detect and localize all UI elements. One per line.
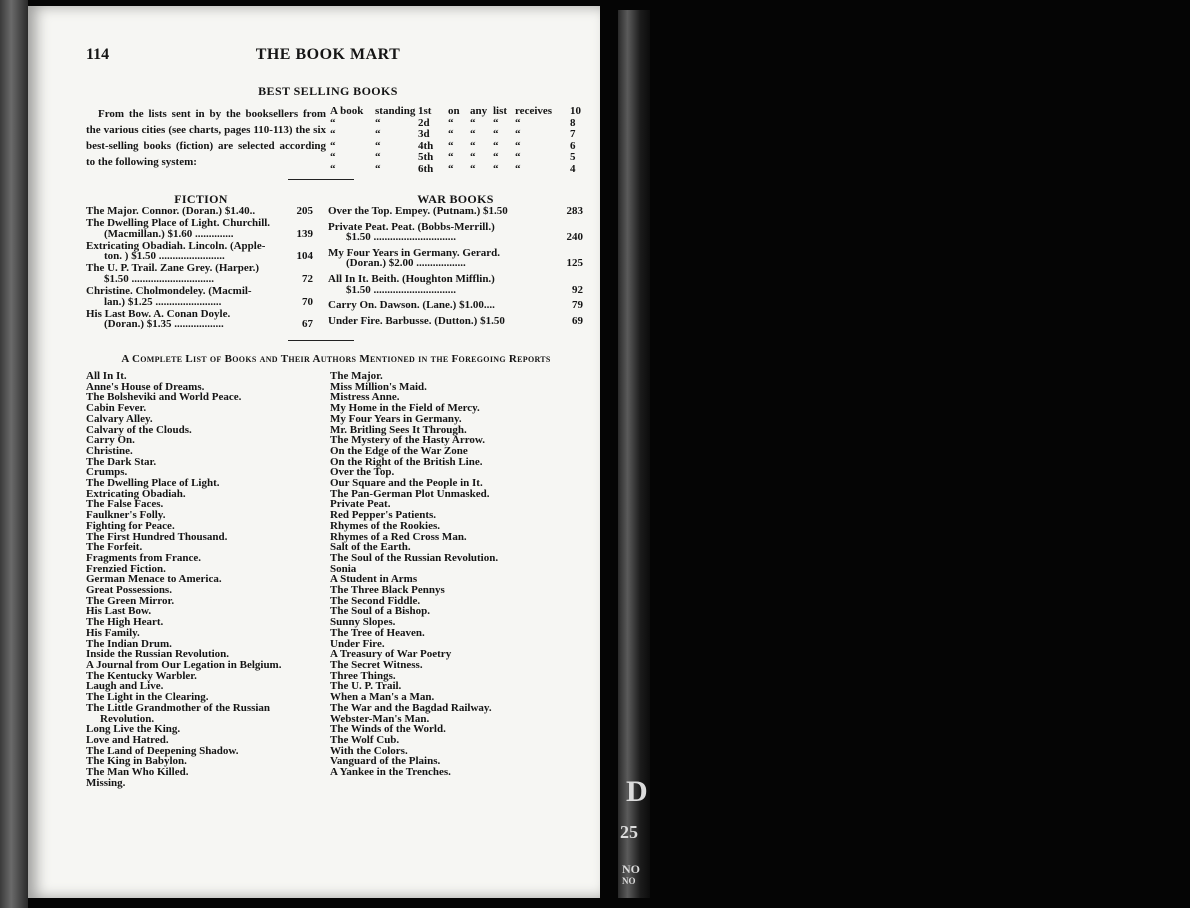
scoring-cell: “	[515, 128, 521, 141]
book-entry	[86, 286, 313, 307]
running-head: THE BOOK MART	[255, 46, 401, 63]
list-item: Mr. Britling Sees It Through.	[330, 423, 467, 436]
scoring-cell: “	[330, 116, 336, 129]
list-item: Laugh and Live.	[86, 680, 164, 693]
list-item: The Bolsheviki and World Peace.	[86, 391, 242, 404]
list-item: My Four Years in Germany.	[330, 412, 462, 425]
book-entry	[328, 248, 583, 269]
list-item: The Major.	[330, 370, 383, 382]
entry-number: 92	[572, 283, 583, 296]
scoring-cell: “	[375, 162, 381, 175]
scoring-row	[330, 164, 585, 176]
scoring-cell: “	[375, 151, 381, 164]
scoring-cell: standing	[375, 105, 416, 117]
book-entry	[328, 316, 583, 327]
entry-number: 67	[302, 318, 313, 331]
entry-number: 139	[296, 227, 313, 240]
list-item: The Man Who Killed.	[86, 766, 189, 779]
list-item: On the Edge of the War Zone	[330, 444, 468, 457]
list-item: Carry On.	[86, 434, 135, 447]
scoring-cell: “	[493, 116, 499, 129]
list-item: The Dark Star.	[86, 455, 157, 468]
list-item: Crumps.	[86, 466, 128, 479]
book-entry	[328, 300, 583, 311]
entry-continuation: $1.50 ..............................	[346, 283, 456, 296]
list-item: The Little Grandmother of the Russian	[86, 701, 271, 714]
scoring-cell: “	[493, 128, 499, 141]
entry-continuation: $1.50 ..............................	[346, 231, 456, 244]
scoring-cell: “	[330, 162, 336, 175]
scoring-cell: any	[470, 105, 488, 117]
entry-number: 104	[296, 250, 313, 263]
scoring-cell: 6th	[418, 162, 434, 175]
scoring-cell: 5th	[418, 151, 434, 164]
scoring-cell: list	[493, 105, 508, 117]
list-item: The Land of Deepening Shadow.	[86, 744, 239, 757]
fiction-list	[86, 206, 313, 330]
list-item: The Green Mirror.	[86, 594, 175, 607]
list-item: The First Hundred Thousand.	[86, 530, 228, 543]
scoring-cell: “	[493, 139, 499, 152]
list-item: The U. P. Trail.	[330, 680, 402, 693]
scoring-cell: “	[470, 128, 476, 141]
scoring-cell: “	[493, 162, 499, 175]
entry-continuation: $1.50 ..............................	[104, 273, 214, 286]
list-item: The High Heart.	[86, 616, 164, 629]
scoring-cell: “	[470, 139, 476, 152]
list-item: Great Possessions.	[86, 584, 172, 597]
edge-number: 25	[620, 822, 638, 842]
list-item: Faulkner's Folly.	[86, 509, 166, 522]
list-item: The False Faces.	[86, 498, 164, 511]
list-item: The Soul of a Bishop.	[330, 605, 430, 618]
scoring-cell: “	[448, 128, 454, 141]
book-list-right	[330, 371, 580, 778]
scoring-cell: “	[515, 139, 521, 152]
list-item: Salt of the Earth.	[330, 541, 411, 554]
book-binding-left	[0, 0, 28, 908]
entry-number: 240	[566, 231, 583, 244]
entry-title: The U. P. Trail. Zane Grey. (Harper.)	[86, 262, 260, 275]
war-books-list	[328, 206, 583, 326]
list-item: A Journal from Our Legation in Belgium.	[86, 658, 282, 671]
scoring-row	[330, 118, 585, 130]
entry-title: The Major. Connor. (Doran.) $1.40..	[86, 205, 256, 217]
list-item: Long Live the King.	[86, 723, 181, 736]
entry-title: My Four Years in Germany. Gerard.	[328, 246, 501, 259]
scoring-row	[330, 141, 585, 153]
entry-continuation: ton. ) $1.50 ........................	[104, 250, 225, 263]
entry-number: 125	[566, 257, 583, 270]
list-item: Sonia	[330, 562, 357, 575]
list-item: The Winds of the World.	[330, 723, 446, 736]
scoring-cell: on	[448, 105, 460, 117]
list-item: My Home in the Field of Mercy.	[330, 402, 480, 415]
book-list-left	[86, 371, 321, 788]
list-item: Under Fire.	[330, 637, 385, 650]
list-item: The Mystery of the Hasty Arrow.	[330, 434, 485, 447]
scoring-cell: “	[375, 116, 381, 129]
scoring-points: 6	[570, 139, 576, 152]
entry-number: 205	[296, 205, 313, 217]
scoring-cell: “	[448, 116, 454, 129]
list-item: Rhymes of a Red Cross Man.	[330, 530, 467, 543]
scoring-row	[330, 129, 585, 141]
scoring-cell: “	[330, 128, 336, 141]
divider-rule	[288, 179, 354, 180]
list-item: Fighting for Peace.	[86, 519, 175, 532]
list-item: Mistress Anne.	[330, 391, 400, 404]
book-entry	[328, 274, 583, 295]
intro-paragraph: From the lists sent in by the booksellers from the various cities (see charts, pages 110-113) the six best-selling books (fiction) are selected according to the following system:	[86, 108, 326, 168]
list-item: The Secret Witness.	[330, 658, 423, 671]
scoring-points: 5	[570, 151, 576, 164]
list-item: The Wolf Cub.	[330, 733, 400, 746]
entry-title: All In It. Beith. (Houghton Mifflin.)	[328, 272, 495, 285]
complete-list-title: A Complete List of Books and Their Authors Mentioned in the Foregoing Reports	[121, 353, 551, 365]
list-item: The Indian Drum.	[86, 637, 172, 650]
entry-number: 79	[572, 299, 583, 312]
list-item: The Forfeit.	[86, 541, 143, 554]
section-title: BEST SELLING BOOKS	[258, 84, 398, 98]
scan-background	[600, 0, 1190, 908]
list-item: The Tree of Heaven.	[330, 626, 425, 639]
scoring-cell: “	[515, 151, 521, 164]
list-item: Love and Hatred.	[86, 733, 169, 746]
scoring-cell: “	[330, 151, 336, 164]
entry-title: Carry On. Dawson. (Lane.) $1.00....	[328, 299, 495, 312]
list-item: Anne's House of Dreams.	[86, 380, 205, 393]
edge-text-no-1: NO	[622, 862, 640, 876]
list-item: Missing.	[86, 776, 126, 789]
entry-number: 70	[302, 295, 313, 308]
book-entry	[86, 263, 313, 284]
scoring-cell: “	[493, 151, 499, 164]
list-item: The War and the Bagdad Railway.	[330, 701, 492, 714]
entry-title: Under Fire. Barbusse. (Dutton.) $1.50	[328, 314, 505, 327]
scoring-row	[330, 106, 585, 118]
scoring-cell: 3d	[418, 128, 430, 141]
list-item: His Family.	[86, 626, 140, 639]
scoring-cell: “	[515, 116, 521, 129]
list-item: Over the Top.	[330, 466, 395, 479]
book-entry	[328, 222, 583, 243]
scoring-cell: “	[375, 139, 381, 152]
scoring-cell: “	[375, 128, 381, 141]
scoring-cell: 1st	[418, 105, 432, 117]
scoring-cell: A book	[330, 105, 364, 117]
list-item: The Light in the Clearing.	[86, 691, 209, 704]
scoring-cell: “	[470, 162, 476, 175]
divider-rule	[288, 340, 354, 341]
list-item: Rhymes of the Rookies.	[330, 519, 440, 532]
list-item: The King in Babylon.	[86, 755, 187, 768]
list-item: Extricating Obadiah.	[86, 487, 186, 500]
page-number: 114	[86, 46, 110, 63]
list-item: Red Pepper's Patients.	[330, 509, 437, 522]
entry-continuation: lan.) $1.25 ........................	[104, 295, 222, 308]
edge-letter-d: D	[626, 775, 648, 808]
list-item: Vanguard of the Plains.	[330, 755, 441, 768]
list-item: On the Right of the British Line.	[330, 455, 483, 468]
list-item: A Treasury of War Poetry	[330, 648, 452, 661]
entry-continuation: (Macmillan.) $1.60 ..............	[104, 227, 234, 240]
list-item: A Yankee in the Trenches.	[330, 766, 451, 779]
list-item: Christine.	[86, 444, 133, 457]
list-item: All In It.	[86, 370, 127, 382]
list-item: Fragments from France.	[86, 551, 201, 564]
list-item: Calvary of the Clouds.	[86, 423, 192, 436]
scoring-points: 7	[570, 128, 576, 141]
list-item: Revolution.	[100, 712, 155, 725]
scoring-cell: “	[448, 139, 454, 152]
list-item: Inside the Russian Revolution.	[86, 648, 230, 661]
book-entry	[86, 309, 313, 330]
list-item: The Soul of the Russian Revolution.	[330, 551, 499, 564]
list-item: Calvary Alley.	[86, 412, 153, 425]
scoring-cell: “	[448, 151, 454, 164]
entry-number: 72	[302, 273, 313, 286]
scoring-points: 8	[570, 116, 576, 129]
list-item: The Second Fiddle.	[330, 594, 421, 607]
list-item: Three Things.	[330, 669, 396, 682]
scoring-cell: 2d	[418, 116, 430, 129]
book-entry	[86, 218, 313, 239]
entry-title: His Last Bow. A. Conan Doyle.	[86, 307, 231, 320]
book-page	[28, 6, 600, 898]
entry-continuation: (Doran.) $2.00 ..................	[346, 257, 466, 270]
edge-text-no-2: NO	[622, 876, 636, 886]
scoring-cell: “	[330, 139, 336, 152]
book-spine-edge	[618, 10, 650, 898]
entry-title: The Dwelling Place of Light. Churchill.	[86, 217, 271, 230]
scoring-points: 10	[570, 105, 581, 117]
entry-title: Private Peat. Peat. (Bobbs-Merrill.)	[328, 220, 495, 233]
book-entry	[328, 206, 583, 217]
list-item: With the Colors.	[330, 744, 408, 757]
entry-title: Christine. Cholmondeley. (Macmil-	[86, 285, 252, 298]
list-item: Frenzied Fiction.	[86, 562, 166, 575]
scoring-cell: “	[470, 151, 476, 164]
list-item: When a Man's a Man.	[330, 691, 435, 704]
entry-number: 69	[572, 314, 583, 327]
list-item: Cabin Fever.	[86, 402, 147, 415]
scoring-row	[330, 152, 585, 164]
book-entry	[86, 206, 313, 217]
scoring-cell: “	[448, 162, 454, 175]
entry-continuation: (Doran.) $1.35 ..................	[104, 318, 224, 331]
entry-number: 283	[566, 205, 583, 217]
fiction-heading: FICTION	[174, 192, 228, 206]
entry-title: Extricating Obadiah. Lincoln. (Apple-	[86, 239, 266, 252]
list-item: Private Peat.	[330, 498, 391, 511]
list-item: The Pan-German Plot Unmasked.	[330, 487, 490, 500]
list-item: His Last Bow.	[86, 605, 152, 618]
list-item: German Menace to America.	[86, 573, 222, 586]
war-books-heading: WAR BOOKS	[417, 192, 494, 206]
list-item: The Kentucky Warbler.	[86, 669, 197, 682]
scoring-cell: 4th	[418, 139, 434, 152]
list-item: The Dwelling Place of Light.	[86, 477, 220, 490]
scoring-table	[330, 106, 585, 176]
book-entry	[86, 241, 313, 262]
entry-title: Over the Top. Empey. (Putnam.) $1.50	[328, 205, 508, 217]
list-item: Our Square and the People in It.	[330, 477, 483, 490]
list-item: Miss Million's Maid.	[330, 380, 427, 393]
list-item: A Student in Arms	[330, 573, 418, 586]
list-item: The Three Black Pennys	[330, 584, 445, 597]
list-item: Sunny Slopes.	[330, 616, 396, 629]
scoring-points: 4	[570, 162, 576, 175]
scoring-cell: receives	[515, 105, 553, 117]
list-item: Webster-Man's Man.	[330, 712, 430, 725]
scoring-cell: “	[515, 162, 521, 175]
scoring-cell: “	[470, 116, 476, 129]
